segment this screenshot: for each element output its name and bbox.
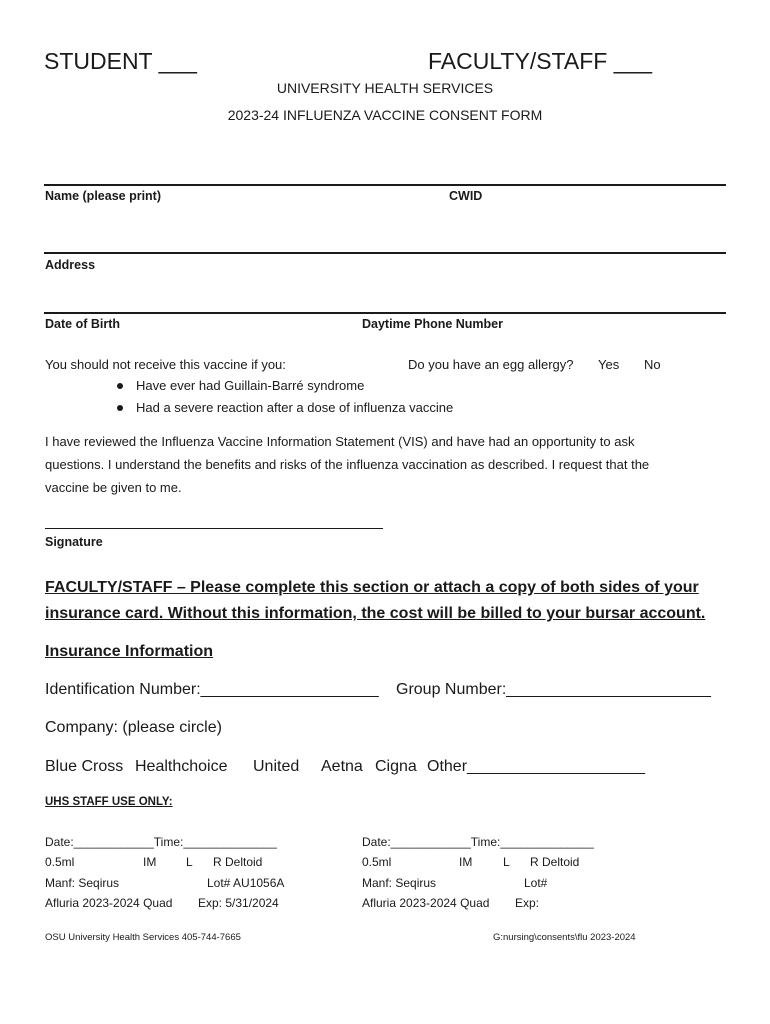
company-option-blue-cross[interactable]: Blue Cross (45, 758, 124, 775)
staff-right-manufacturer: Manf: Seqirus (362, 876, 437, 890)
staff-right-exp[interactable]: Exp: (515, 896, 540, 910)
phone-label: Daytime Phone Number (362, 317, 504, 331)
signature-label: Signature (45, 535, 103, 549)
company-option-healthchoice[interactable]: Healthchoice (135, 758, 228, 775)
insurance-notice-line-2: insurance card. Without this information, the cost will be billed to your bursar account. (45, 605, 706, 622)
consent-line-3: vaccine be given to me. (45, 480, 182, 495)
staff-left-lot: Lot# AU1056A (207, 876, 285, 890)
company-option-aetna[interactable]: Aetna (321, 758, 363, 775)
company-option-united[interactable]: United (253, 758, 300, 775)
staff-use-heading: UHS STAFF USE ONLY: (45, 796, 173, 808)
eligibility-bullet: Have ever had Guillain-Barré syndrome (136, 378, 365, 393)
consent-line-1: I have reviewed the Influenza Vaccine Information Statement (VIS) and have had an opportunity to ask (45, 434, 635, 449)
org-name: UNIVERSITY HEALTH SERVICES (276, 80, 494, 96)
staff-right-product: Afluria 2023-2024 Quad (362, 896, 490, 910)
egg-allergy-no[interactable]: No (644, 357, 661, 372)
egg-allergy-question: Do you have an egg allergy? (408, 357, 574, 372)
dob-phone-line[interactable] (44, 312, 726, 314)
identification-number-field[interactable]: Identification Number:____________________ (45, 681, 379, 698)
staff-right-route: IM (459, 855, 473, 869)
group-number-field[interactable]: Group Number:_______________________ (396, 681, 711, 698)
company-option-cigna[interactable]: Cigna (375, 758, 417, 775)
address-line[interactable] (44, 252, 726, 254)
staff-left-r-site[interactable]: R Deltoid (213, 855, 263, 869)
staff-right-date-time[interactable]: Date:____________Time:______________ (362, 835, 594, 849)
staff-left-l[interactable]: L (186, 855, 193, 869)
eligibility-intro: You should not receive this vaccine if you: (45, 357, 286, 372)
address-label: Address (45, 258, 96, 272)
student-checkbox-label[interactable]: STUDENT ___ (44, 48, 197, 74)
insurance-notice-line-1: FACULTY/STAFF – Please complete this section or attach a copy of both sides of your (45, 579, 699, 596)
footer-contact: OSU University Health Services 405-744-7665 (45, 932, 241, 943)
egg-allergy-yes[interactable]: Yes (598, 357, 620, 372)
staff-right-l[interactable]: L (503, 855, 510, 869)
signature-line[interactable] (45, 528, 383, 529)
faculty-staff-checkbox-label[interactable]: FACULTY/STAFF ___ (428, 48, 653, 74)
staff-left-dose: 0.5ml (45, 855, 75, 869)
dob-label: Date of Birth (45, 317, 120, 331)
staff-left-exp: Exp: 5/31/2024 (198, 896, 279, 910)
insurance-heading: Insurance Information (45, 643, 214, 660)
staff-right-r-site[interactable]: R Deltoid (530, 855, 580, 869)
bullet-icon (117, 405, 123, 411)
staff-right-dose: 0.5ml (362, 855, 392, 869)
cwid-label: CWID (449, 189, 483, 203)
eligibility-bullet: Had a severe reaction after a dose of influenza vaccine (136, 400, 454, 415)
company-prompt: Company: (please circle) (45, 719, 222, 736)
staff-left-product: Afluria 2023-2024 Quad (45, 896, 173, 910)
company-option-other[interactable]: Other____________________ (427, 758, 645, 775)
staff-left-date-time[interactable]: Date:____________Time:______________ (45, 835, 277, 849)
form-title: 2023-24 INFLUENZA VACCINE CONSENT FORM (227, 107, 543, 123)
footer-file-path: G:nursing\consents\flu 2023-2024 (493, 932, 636, 943)
staff-left-route: IM (143, 855, 157, 869)
bullet-icon (117, 383, 123, 389)
staff-right-lot[interactable]: Lot# (524, 876, 548, 890)
staff-left-manufacturer: Manf: Seqirus (45, 876, 120, 890)
name-label: Name (please print) (45, 189, 162, 203)
consent-line-2: questions. I understand the benefits and risks of the influenza vaccination as described. I request that the (45, 457, 650, 472)
name-line[interactable] (44, 184, 726, 186)
